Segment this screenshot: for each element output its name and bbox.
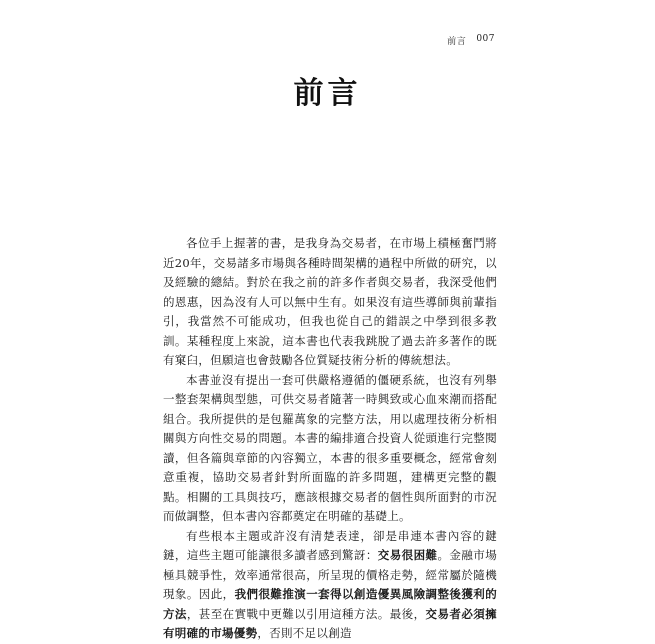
- emphasis-hard-to-derive-method: 我們很難推演一套得以創造優異風險調整後獲利的方法: [163, 587, 497, 621]
- emphasis-trading-is-hard: 交易很困難: [377, 548, 438, 562]
- paragraph-2: 本書並沒有提出一套可供嚴格遵循的僵硬系統，也沒有列舉一整套架構與型態，可供交易者隨著一時興致或心血來潮而搭配組合。我所提供的是包羅萬象的完整方法，用以處理技術分析相關與方向性交易的問題。本書的編排適合投資人從頭進行完整閱讀，但各篇與章節的內容獨立，本書的很多重要概念，經常會刻意重複，協助交易者針對所面臨的許多問題，建構更完整的觀點。相關的工具與技巧，應該根據交易者的個性與所面對的市況而做調整，但本書內容都奠定在明確的基礎上。: [163, 372, 497, 523]
- paragraph-3: [163, 527, 497, 644]
- paragraph-3-text-b: 。金融市場極具競爭性，效率通常很高，所呈現的價格走勢，經常屬於隨機現象。因此，: [163, 548, 498, 601]
- paragraph-3-text-d: ，否則不足以創造: [257, 626, 352, 640]
- paragraph-1: 各位手上握著的書，是我身為交易者，在市場上積極奮鬥將近20年，交易諸多市場與各種時間架構的過程中所做的研究，以及經驗的總結。對於在我之前的許多作者與交易者，我深受他們的恩惠，因為沒有人可以無中生有。如果沒有這些導師與前輩指引，我當然不可能成功，但我也從自己的錯誤之中學到很多教訓。某種程度上來說，這本書也代表我跳脫了過去許多著作的既有窠臼，但願這也會鼓勵各位質疑技術分析的傳統想法。: [163, 236, 497, 367]
- paragraph-3-text-a: 有些根本主題或許沒有清楚表達，卻是串連本書內容的鍵鏈，這些主題可能讓很多讀者感到驚訝：: [163, 528, 497, 562]
- running-header-section: 前言: [447, 37, 467, 47]
- body-text: [163, 234, 497, 644]
- running-header: [447, 34, 495, 47]
- emphasis-must-have-edge: 交易者必須擁有明確的市場優勢: [163, 606, 497, 640]
- page-number: 007: [476, 34, 495, 44]
- chapter-title: 前言: [293, 76, 362, 111]
- paragraph-3-text-c: ，甚至在實戰中更難以引用這種方法。最後，: [186, 606, 426, 621]
